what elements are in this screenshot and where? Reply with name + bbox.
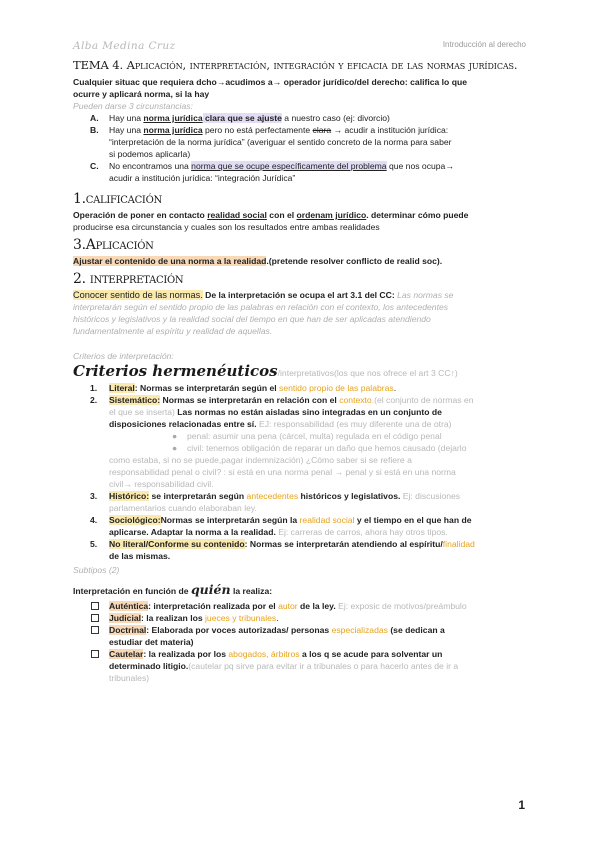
quote-line: históricos y legislativos y la realidad social del tiempo en que han de ser aplicadas atendiendo [73, 314, 431, 324]
list-item: 2. Sistemático: Normas se interpretarán en relación con el contexto.(el conjunto de normas en el que se inserta) Las normas no están aisladas sino integradas en un conjunto de disposiciones relacionadas entre sí. EJ: responsabilidad (es muy diferente una de otra) [90, 395, 474, 429]
continuation-line: como estaba, si no se puede,pagar indemnización) ¿Cómo saber si se refiere a [109, 455, 412, 465]
continuation-line: civil→ responsabilidad civil. [109, 479, 214, 489]
checkbox-icon [91, 614, 99, 622]
subject-name: Introducción al derecho [442, 40, 526, 49]
continuation-line: responsabilidad penal o civil? : si está en una norma penal → penal y si está en una norma [109, 467, 456, 477]
intro-line: Cualquier situac que requiera dcho→acudimos a→ operador jurídico/del derecho: califica lo que [73, 77, 467, 87]
section-heading-interpretacion: 2. interpretación [73, 271, 184, 287]
checklist-item: Auténtica: interpretación realizada por el autor de la ley. Ej: exposic de motivos/preámbulo [73, 600, 528, 612]
paragraph: Conocer sentido de las normas. De la interpretación se ocupa el art 3.1 del CC: Las normas se [73, 290, 454, 300]
quien-heading: Interpretación en función de quién la realiza: [73, 582, 273, 597]
list-item: 1. Literal: Normas se interpretarán según el sentido propio de las palabras. [90, 383, 397, 393]
section-heading-calificacion: 1.calificación [73, 191, 162, 207]
subtipos-label: Subtipos (2) [73, 565, 120, 575]
paragraph: Operación de poner en contacto realidad social con el ordenam jurídico. determinar cómo puede [73, 210, 469, 220]
criterios-heading: Criterios hermenéuticos/interpretativos(los que nos ofrece el art 3 CC↑) [73, 362, 458, 380]
checklist-item: Judicial: la realizan los jueces y tribunales. [73, 612, 528, 624]
intro-line: ocurre y aplicará norma, si la hay [73, 89, 210, 99]
checklist-item: Doctrinal: Elaborada por voces autorizadas/ personas especializadas (se dedican a estudiar det materia) [73, 624, 528, 648]
checkbox-icon [91, 650, 99, 658]
list-item: 4. Sociológico:Normas se interpretarán según la realidad social y el tiempo en el que han de aplicarse. Adaptar la norma a la realidad. Ej: carreras de carros, ahora hay otros tipos. [90, 515, 472, 537]
criterios-label: Criterios de interpretación: [73, 351, 174, 361]
section-heading-aplicacion: 3.Aplicación [73, 237, 154, 253]
list-item: B. Hay una norma jurídica pero no está perfectamente clara → acudir a institución jurídica: “interpretación de la norma jurídica” (averiguar el sentido concreto de la norma para saber si podemos aplicarla) [90, 125, 452, 159]
sub-list-item: ● civil: tenemos obligación de reparar un daño que hemos causado (dejarlo [172, 443, 467, 453]
quote-line: fundamentalmente al espíritu y realidad de aquellas. [73, 326, 273, 336]
circumstances-label: Pueden darse 3 circunstancias: [73, 101, 193, 111]
list-item: 3. Histórico: se interpretarán según antecedentes históricos y legislativos. Ej: discusiones parlamentarios cuando elaboraban ley. [90, 491, 461, 513]
checkbox-icon [91, 602, 99, 610]
paragraph: Ajustar el contenido de una norma a la realidad.(pretende resolver conflicto de realid soc). [73, 256, 443, 266]
list-item: 5. No literal/Conforme su contenido: Normas se interpretarán atendiendo al espíritu/finalidad de las mismas. [90, 539, 475, 561]
checklist-item: Cautelar: la realizada por los abogados, árbitros a los q se acude para solventar un determinado litigio.(cautelar pq sirve para evitar ir a tribunales o para hacerlo antes de ir a tribunales) [73, 648, 528, 684]
page-title: TEMA 4. Aplicación, interpretación, integración y eficacia de las normas jurídicas. [73, 58, 518, 72]
page-number: 1 [518, 798, 525, 812]
list-item: A. Hay una norma jurídica clara que se ajuste a nuestro caso (ej: divorcio) [90, 113, 390, 123]
list-item: C. No encontramos una norma que se ocupe específicamente del problema que nos ocupa→ acudir a institución jurídica: “integración Jurídica” [90, 161, 454, 183]
page-content [73, 58, 528, 684]
author-name: Alba Medina Cruz [73, 40, 176, 52]
sub-list-item: ● penal: asumir una pena (cárcel, multa) regulada en el código penal [172, 431, 442, 441]
quote-line: interpretarán según el sentido propio de las palabras en relación con el contexto, los antecedentes [73, 302, 449, 312]
paragraph: producirse esa circunstancia y cuales son los resultados entre ambas realidades [73, 222, 380, 232]
checkbox-icon [91, 626, 99, 634]
